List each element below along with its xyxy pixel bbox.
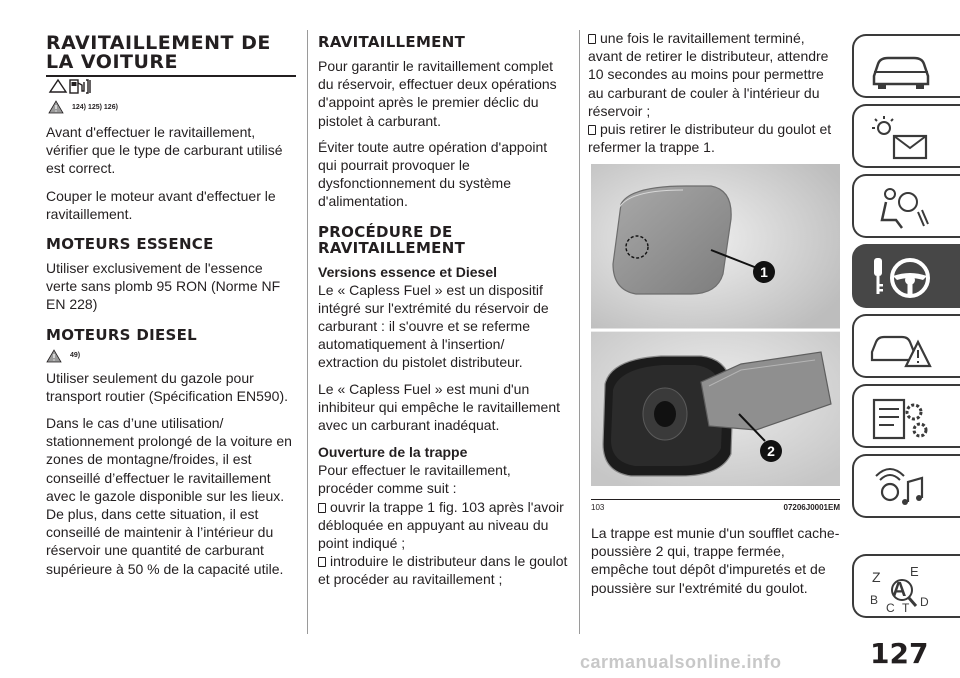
tab-warning-car[interactable] xyxy=(852,314,960,378)
bullet-item-2-text: introduire le distributeur dans le goulot et procéder au ravitaillement ; xyxy=(318,553,568,588)
svg-text:T: T xyxy=(902,601,910,614)
multimedia-icon xyxy=(866,462,936,514)
alphabet-index-icon xyxy=(866,562,936,614)
figure-code: 07206J0001EM xyxy=(783,503,840,512)
warning-car-icon xyxy=(866,322,936,374)
warning-refs-1 xyxy=(48,100,118,114)
figure-number: 103 xyxy=(591,503,605,512)
tab-airbag-seat[interactable] xyxy=(852,174,960,238)
chapter-tabs xyxy=(852,0,960,678)
tab-car[interactable] xyxy=(852,34,960,98)
svg-text:A: A xyxy=(892,579,907,601)
bullet-box-icon xyxy=(588,34,596,44)
intro-paragraph-1: Avant d'effectuer le ravitaillement, vérifier que le type de carburant utilisé est correct. xyxy=(46,124,283,177)
trappe-paragraph: La trappe est munie d'un soufflet cache-poussière 2 qui, trappe fermée, empêche tout dépôt d'impuretés et de poussière sur l'extrémité du goulot. xyxy=(591,525,840,596)
bullet-box-icon xyxy=(318,503,326,513)
column-divider-1 xyxy=(307,30,308,634)
bullet-item-4-text: puis retirer le distributeur du goulot et refermer la trappe 1. xyxy=(588,121,832,156)
maintenance-gears-icon xyxy=(866,392,936,444)
fuel-flap-photo xyxy=(591,164,840,486)
callout-1: 1 xyxy=(760,264,768,280)
warning-triangle-icon xyxy=(46,349,66,363)
tab-maintenance-gears[interactable] xyxy=(852,384,960,448)
bullet-box-icon xyxy=(318,557,326,567)
figure-103 xyxy=(591,164,840,486)
section-title-ravitaillement: RAVITAILLEMENT xyxy=(318,33,466,51)
tab-multimedia[interactable] xyxy=(852,454,960,518)
callout-2: 2 xyxy=(767,443,775,459)
capless-paragraph-1: Le « Capless Fuel » est un dispositif intégré sur l'extrémité du réservoir de carburant : il s'ouvre et se referme automatiquement à l'insertion/ extraction du pistolet distributeur. xyxy=(318,281,549,371)
svg-text:D: D xyxy=(920,595,929,609)
page-number: 127 xyxy=(870,637,929,670)
bullet-item-4 xyxy=(588,120,840,156)
diesel-paragraph-2: Dans le cas d’une utilisation/ stationnement prolongé de la voiture en zones de montagne/froides, il est conseillé d’effectuer le ravitaillement avec le gazole disponible sur les lieux. De plus, dans cette situation, il est conseillé de maintenir à l’intérieur du réservoir une quantité de carburant supérieure à 50 % de la capacité utile. xyxy=(46,415,292,577)
section-title-diesel: MOTEURS DIESEL xyxy=(46,325,197,344)
bullet-item-3-text: une fois le ravitaillement terminé, avant de retirer le distributeur, attendre 10 secondes au moins pour permettre au carburant de couler à l'intérieur du réservoir ; xyxy=(588,30,829,119)
watermark: carmanualsonline.info xyxy=(580,652,782,672)
main-title xyxy=(46,34,296,77)
diesel-paragraph-1: Utiliser seulement du gazole pour transport routier (Spécification EN590). xyxy=(46,369,288,404)
main-title-line1: RAVITAILLEMENT DE xyxy=(46,32,271,54)
figure-caption xyxy=(591,499,840,512)
dashboard-lights-icon xyxy=(866,112,936,164)
capless-paragraph-2: Le « Capless Fuel » est muni d'un inhibiteur qui empêche le ravitaillement avec un carburant inadéquat. xyxy=(318,380,561,434)
bullet-item-3 xyxy=(588,29,840,120)
car-icon xyxy=(866,42,936,94)
bullet-item-1 xyxy=(318,498,568,553)
figure-description xyxy=(591,524,841,597)
warning-triangle-icon xyxy=(48,100,68,114)
svg-text:B: B xyxy=(870,593,879,607)
tab-key-steering-wheel[interactable] xyxy=(852,244,960,308)
subtitle-versions: Versions essence et Diesel xyxy=(318,263,497,280)
ravitaillement-paragraph-2: Éviter toute autre opération d'appoint qui pourrait provoquer le dysfonctionnement du système d'alimentation. xyxy=(318,138,548,210)
intro-paragraph-2: Couper le moteur avant d'effectuer le ravitaillement. xyxy=(46,187,276,222)
bullet-box-icon xyxy=(588,125,596,135)
essence-paragraph: Utiliser exclusivement de l'essence verte sans plomb 95 RON (Norme NF EN 228) xyxy=(46,260,281,313)
warning-refs-1-text: 124) 125) 126) xyxy=(72,103,118,111)
warning-refs-2 xyxy=(46,349,296,363)
svg-text:C: C xyxy=(886,601,895,614)
section-title-procedure xyxy=(318,224,568,256)
subtitle-ouverture: Ouverture de la trappe xyxy=(318,444,468,461)
svg-text:E: E xyxy=(910,564,919,579)
bullet-item-2 xyxy=(318,552,568,588)
ravitaillement-paragraph-1: Pour garantir le ravitaillement complet du réservoir, effectuer deux opérations d'appoint après le premier déclic du pistolet à carburant. xyxy=(318,58,557,129)
key-steering-wheel-icon xyxy=(866,252,936,304)
tab-alphabet-index[interactable] xyxy=(852,554,960,618)
bullet-item-1-text: ouvrir la trappe 1 fig. 103 après l'avoir débloquée en appuyant au niveau du point indiqué ; xyxy=(318,498,564,552)
section-title-essence: MOTEURS ESSENCE xyxy=(46,235,214,254)
fuel-pump-warning-icon xyxy=(48,76,92,101)
procedure-title-line2: RAVITAILLEMENT xyxy=(318,238,466,257)
tab-dashboard-lights[interactable] xyxy=(852,104,960,168)
airbag-seat-icon xyxy=(866,182,936,234)
main-title-line2: LA VOITURE xyxy=(46,51,179,73)
procedure-title-line1: PROCÉDURE DE xyxy=(318,222,453,241)
ouverture-paragraph: Pour effectuer le ravitaillement, procéder comme suit : xyxy=(318,462,511,497)
svg-text:Z: Z xyxy=(872,569,881,585)
warning-refs-2-text: 49) xyxy=(70,352,81,360)
column-divider-2 xyxy=(579,30,580,634)
